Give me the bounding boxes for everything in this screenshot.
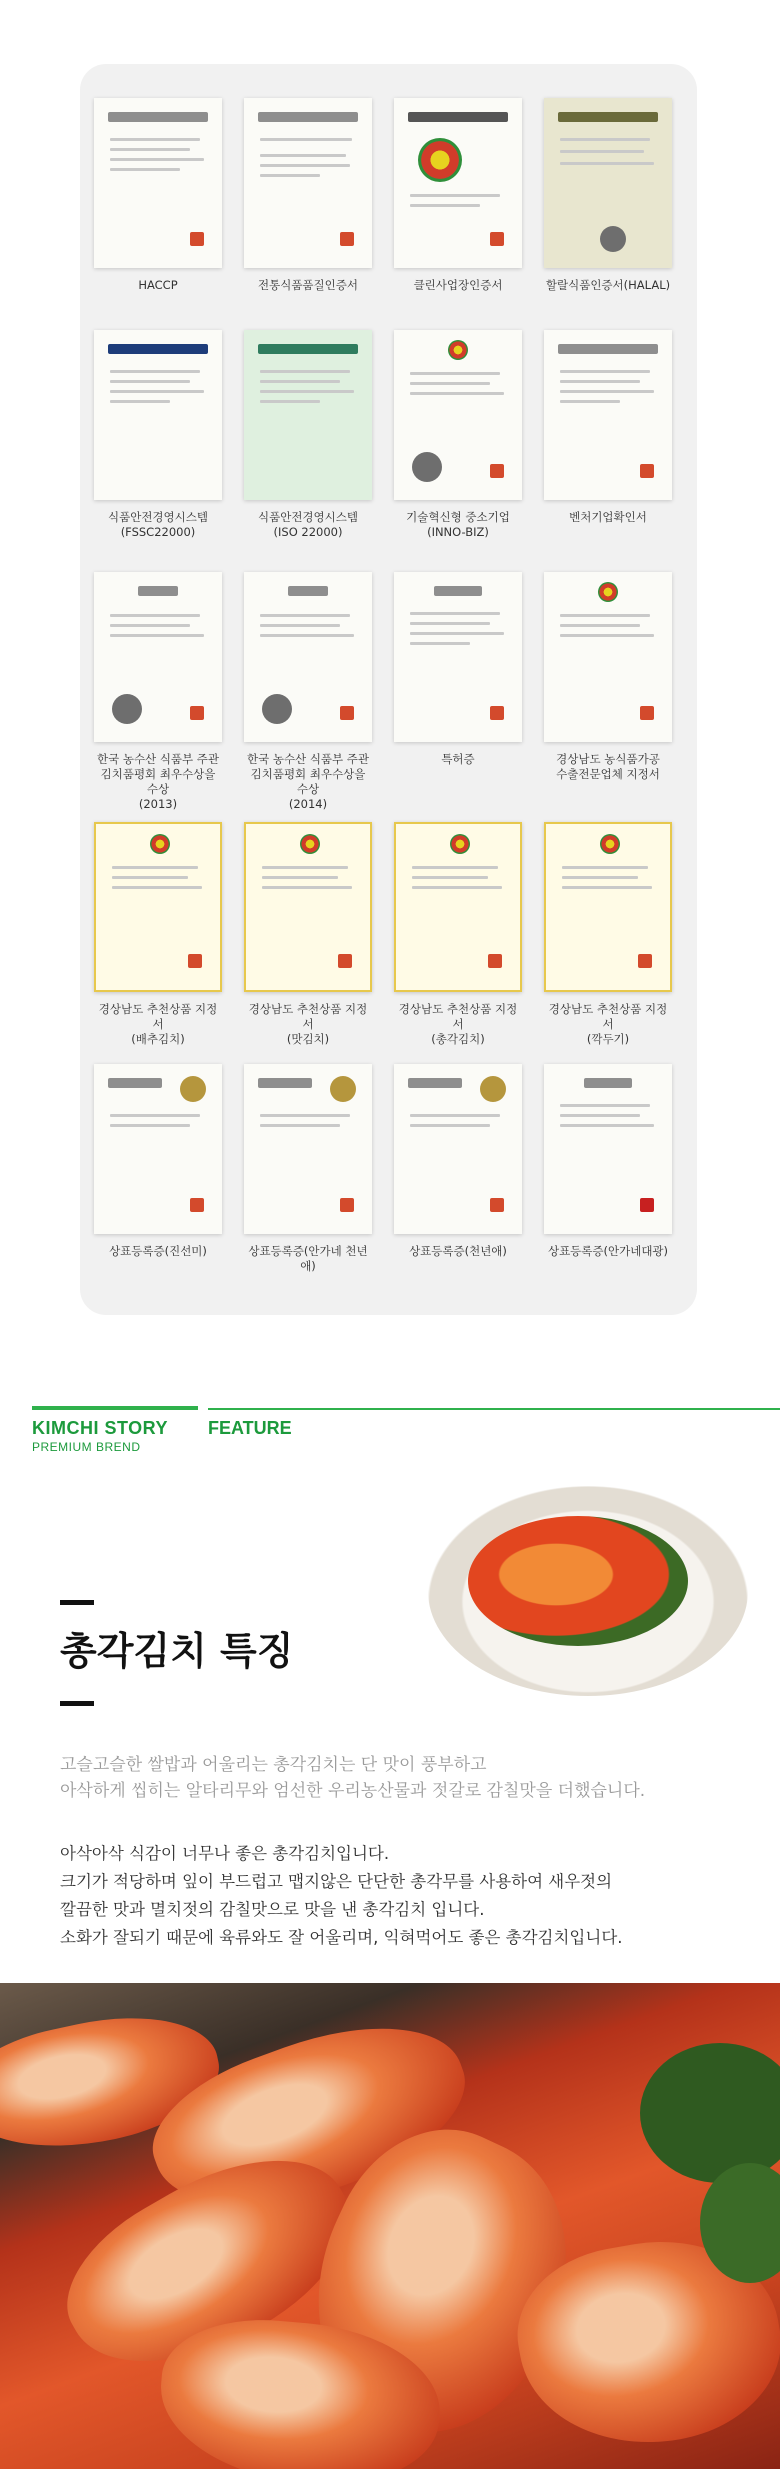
cert-caption: 식품안전경영시스템 (FSSC22000) bbox=[108, 510, 208, 539]
cert-caption: 경상남도 추천상품 지정서 (깍두기) bbox=[548, 1002, 668, 1046]
body-line: 소화가 잘되기 때문에 육류와도 잘 어울리며, 익혀먹어도 좋은 총각김치입니다. bbox=[60, 1928, 623, 1947]
cert-image bbox=[94, 822, 222, 992]
title-bar-bottom bbox=[60, 1701, 94, 1706]
cert-export-designation bbox=[544, 572, 672, 782]
cert-recommended-baechu bbox=[94, 822, 222, 1047]
cert-recommended-mat bbox=[244, 822, 372, 1047]
cert-image bbox=[94, 572, 222, 742]
body-line: 아삭아삭 식감이 너무나 좋은 총각김치입니다. bbox=[60, 1844, 390, 1863]
cert-caption: 클린사업장인증서 bbox=[413, 278, 503, 292]
cert-image bbox=[394, 330, 522, 500]
body-line: 크기가 적당하며 잎이 부드럽고 맵지않은 단단한 총각무를 사용하여 새우젓의 bbox=[60, 1872, 613, 1891]
cert-venture bbox=[544, 330, 672, 525]
cert-iso22000 bbox=[244, 330, 372, 540]
cert-trademark-cheonnyeonae bbox=[394, 1064, 522, 1259]
cert-caption: 상표등록증(안가네대광) bbox=[547, 1244, 669, 1258]
cert-caption: HACCP bbox=[138, 278, 178, 292]
cert-traditional-food bbox=[244, 98, 372, 293]
cert-trademark-anganae-cheonnyeonae bbox=[244, 1064, 372, 1274]
cert-image bbox=[544, 572, 672, 742]
body-text bbox=[60, 1840, 623, 1952]
certificate-panel bbox=[80, 64, 697, 1315]
cert-caption: 할랄식품인증서(HALAL) bbox=[545, 278, 671, 292]
cert-inno-biz bbox=[394, 330, 522, 540]
cert-trademark-anganae-daegwang bbox=[544, 1064, 672, 1259]
cert-image bbox=[244, 1064, 372, 1234]
cert-caption: 한국 농수산 식품부 주관 김치품평회 최우수상을 수상 (2013) bbox=[96, 752, 220, 811]
cert-caption: 경상남도 농식품가공 수출전문업체 지정서 bbox=[556, 752, 660, 781]
page-title: 총각김치 특징 bbox=[60, 1629, 294, 1673]
cert-haccp bbox=[94, 98, 222, 293]
story-divider bbox=[32, 1406, 198, 1410]
title-bar-top bbox=[60, 1600, 94, 1605]
cert-image bbox=[244, 572, 372, 742]
cert-caption: 기술혁신형 중소기업 (INNO-BIZ) bbox=[406, 510, 510, 539]
feature-label: FEATURE bbox=[208, 1418, 292, 1438]
intro-line: 고슬고슬한 쌀밥과 어울리는 총각김치는 단 맛이 풍부하고 bbox=[60, 1755, 487, 1775]
cert-image bbox=[394, 98, 522, 268]
cert-image bbox=[394, 572, 522, 742]
kimchi-closeup-photo bbox=[0, 1983, 780, 2469]
cert-image bbox=[394, 822, 522, 992]
intro-line: 아삭하게 씹히는 알타리무와 엄선한 우리농산물과 젓갈로 감칠맛을 더했습니다. bbox=[60, 1781, 646, 1801]
cert-image bbox=[244, 822, 372, 992]
feature-divider bbox=[208, 1408, 780, 1410]
cert-patent bbox=[394, 572, 522, 767]
cert-trademark-jinseonmi bbox=[94, 1064, 222, 1259]
kimchi-story-label: KIMCHI STORY bbox=[32, 1418, 169, 1438]
cert-caption: 상표등록증(천년애) bbox=[409, 1244, 507, 1258]
kimchi-dish-image bbox=[428, 1486, 748, 1696]
premium-brend-label: PREMIUM BREND bbox=[32, 1440, 141, 1454]
cert-fssc22000 bbox=[94, 330, 222, 540]
cert-caption: 전통식품품질인증서 bbox=[258, 278, 358, 292]
cert-image bbox=[544, 822, 672, 992]
cert-caption: 특허증 bbox=[441, 752, 475, 766]
cert-image bbox=[94, 98, 222, 268]
cert-image bbox=[244, 98, 372, 268]
body-line: 깔끔한 맛과 멸치젓의 감칠맛으로 맛을 낸 총각김치 입니다. bbox=[60, 1900, 485, 1919]
cert-image bbox=[94, 1064, 222, 1234]
cert-image bbox=[544, 1064, 672, 1234]
cert-image bbox=[544, 330, 672, 500]
intro-text bbox=[60, 1752, 645, 1804]
cert-award-2014 bbox=[244, 572, 372, 812]
cert-caption: 상표등록증(진선미) bbox=[109, 1244, 207, 1258]
cert-caption: 벤처기업확인서 bbox=[569, 510, 647, 524]
cert-caption: 식품안전경영시스템 (ISO 22000) bbox=[258, 510, 358, 539]
cert-caption: 한국 농수산 식품부 주관 김치품평회 최우수상을 수상 (2014) bbox=[246, 752, 370, 811]
cert-image bbox=[544, 98, 672, 268]
cert-caption: 상표등록증(안가네 천년애) bbox=[248, 1244, 368, 1273]
cert-clean-workplace bbox=[394, 98, 522, 293]
cert-image bbox=[94, 330, 222, 500]
cert-recommended-chonggak bbox=[394, 822, 522, 1047]
cert-image bbox=[394, 1064, 522, 1234]
cert-image bbox=[244, 330, 372, 500]
cert-caption: 경상남도 추천상품 지정서 (총각김치) bbox=[398, 1002, 518, 1046]
cert-caption: 경상남도 추천상품 지정서 (배추김치) bbox=[98, 1002, 218, 1046]
cert-award-2013 bbox=[94, 572, 222, 812]
cert-recommended-kkakdugi bbox=[544, 822, 672, 1047]
cert-caption: 경상남도 추천상품 지정서 (맛김치) bbox=[248, 1002, 368, 1046]
cert-halal bbox=[544, 98, 672, 293]
